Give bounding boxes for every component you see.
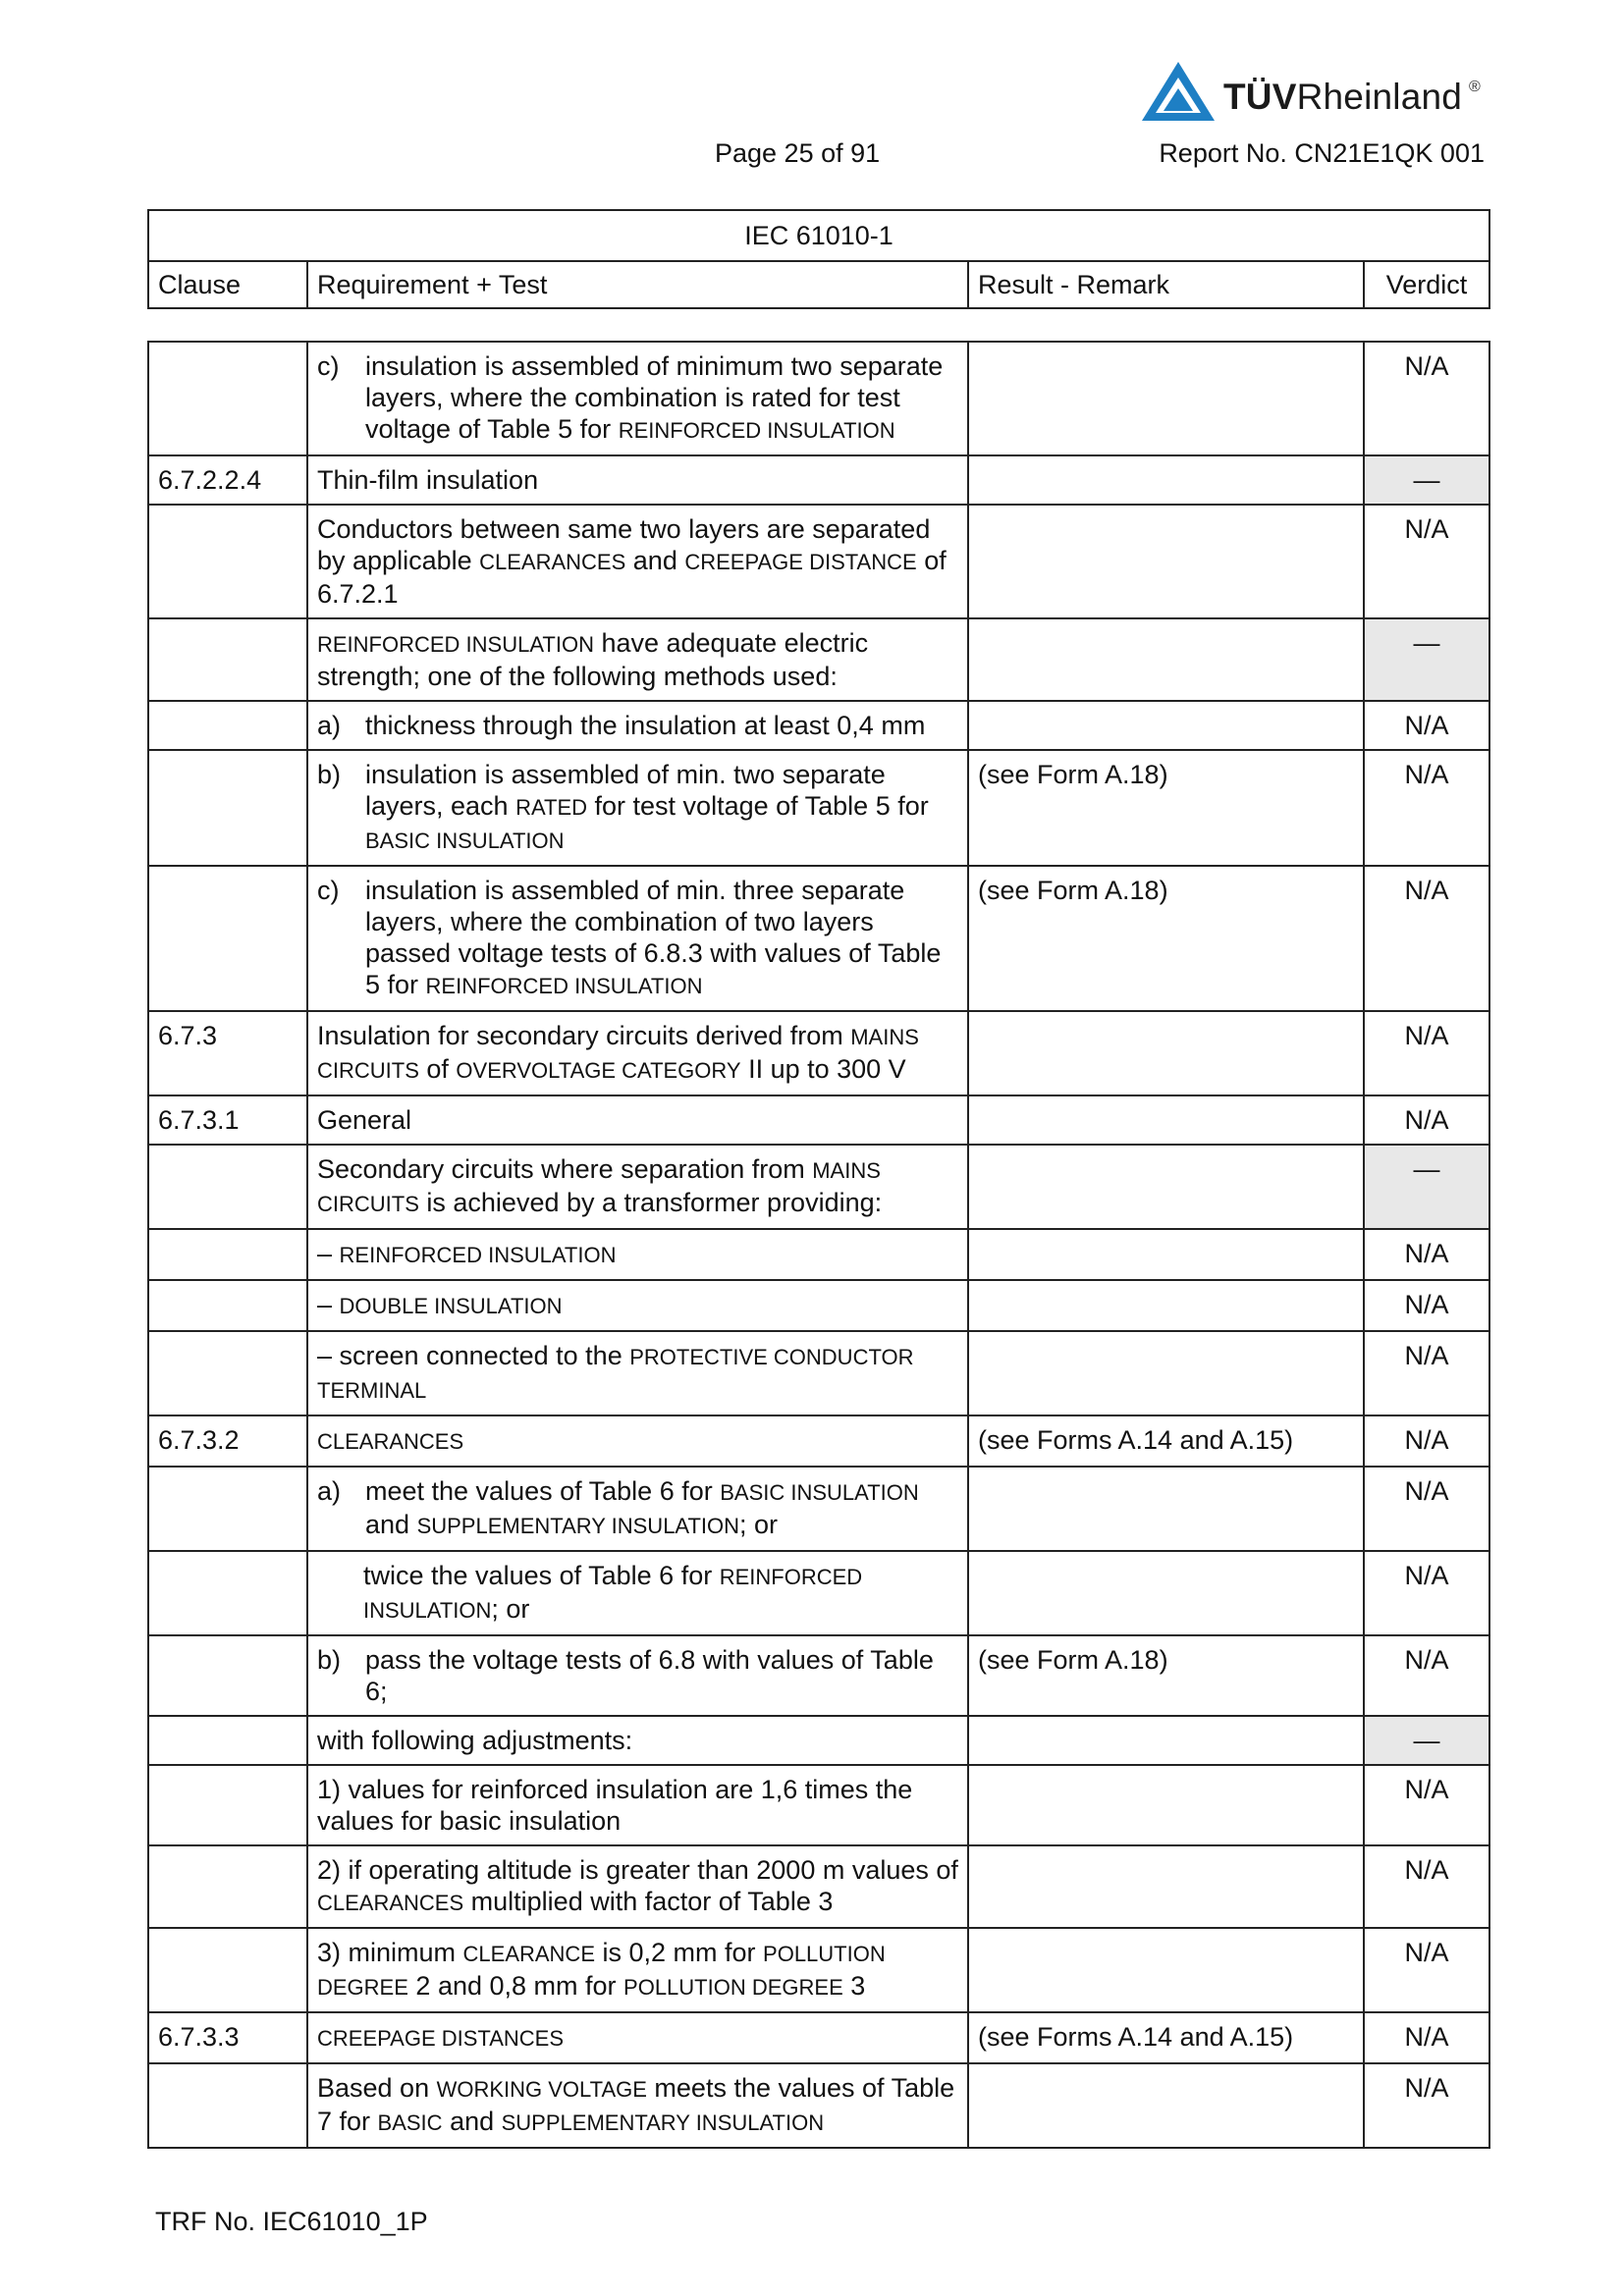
requirement-text: and: [442, 2107, 502, 2136]
result-cell: (see Form A.18): [968, 1635, 1364, 1716]
verdict-cell: N/A: [1364, 1011, 1489, 1095]
requirement-text: Conductors between same two layers are separated by applicable: [317, 514, 931, 575]
table-row: [148, 1415, 1489, 1467]
clause-cell: [148, 1765, 307, 1845]
requirement-text: insulation is assembled of min. two separate layers, each: [365, 760, 886, 821]
clause-cell: [148, 618, 307, 701]
verdict-cell: N/A: [1364, 701, 1489, 750]
standard-title: IEC 61010-1: [148, 210, 1489, 261]
requirement-text: 3) minimum: [317, 1938, 463, 1967]
table-row: [148, 618, 1489, 701]
requirement-text: multiplied with factor of Table 3: [463, 1887, 834, 1916]
table-row: [148, 2063, 1489, 2148]
requirement-text: – screen connected to the: [317, 1341, 630, 1370]
clause-cell: [148, 1331, 307, 1415]
requirement-cell: [307, 1095, 968, 1145]
table-row: [148, 342, 1489, 455]
registered-mark: ®: [1469, 79, 1481, 95]
defined-term: CLEARANCES: [479, 550, 626, 574]
verdict-cell: N/A: [1364, 1280, 1489, 1331]
result-cell: [968, 1145, 1364, 1229]
table-row: [148, 1467, 1489, 1551]
requirement-text: of 6.7.2.1: [317, 546, 947, 609]
clause-cell: 6.7.3: [148, 1011, 307, 1095]
verdict-cell: —: [1364, 455, 1489, 505]
requirement-text: 2) if operating altitude is greater than 2000 m values of: [317, 1855, 958, 1885]
requirement-cell: [307, 1716, 968, 1765]
defined-term: CLEARANCES: [317, 1891, 464, 1915]
table-row: [148, 1229, 1489, 1280]
defined-term: BASIC INSULATION: [720, 1480, 919, 1505]
clause-cell: [148, 1928, 307, 2012]
defined-term: REINFORCED INSULATION: [363, 1565, 863, 1623]
item-label: a): [317, 1476, 342, 1506]
table-row: [148, 1095, 1489, 1145]
requirement-text: 1) values for reinforced insulation are 1,6 times the values for basic insulation: [317, 1775, 913, 1836]
requirement-cell: [307, 618, 968, 701]
result-cell: [968, 1095, 1364, 1145]
result-cell: [968, 701, 1364, 750]
defined-term: DOUBLE INSULATION: [339, 1294, 563, 1318]
item-label: a): [317, 711, 342, 740]
triangle-logo-icon: [1139, 59, 1218, 124]
verdict-cell: N/A: [1364, 750, 1489, 866]
requirement-text: is achieved by a transformer providing:: [418, 1188, 883, 1217]
item-text: [365, 1644, 958, 1707]
requirement-text: Based on: [317, 2073, 437, 2103]
requirement-cell: [307, 1845, 968, 1928]
defined-term: REINFORCED INSULATION: [317, 632, 594, 657]
requirement-text: –: [317, 1290, 340, 1319]
requirement-text: and: [365, 1510, 417, 1539]
defined-term: REINFORCED INSULATION: [339, 1243, 617, 1267]
requirement-text: Insulation for secondary circuits derived from: [317, 1021, 851, 1050]
requirement-text: for test voltage of Table 5 for: [587, 791, 929, 821]
result-cell: [968, 1716, 1364, 1765]
table-row: [148, 1331, 1489, 1415]
verdict-cell: —: [1364, 1716, 1489, 1765]
requirement-text: of: [418, 1054, 457, 1084]
standard-header-table: [147, 209, 1490, 309]
col-header-requirement: Requirement + Test: [307, 261, 968, 308]
requirement-cell: [307, 750, 968, 866]
defined-term: MAINS CIRCUITS: [317, 1158, 881, 1216]
result-cell: (see Form A.18): [968, 866, 1364, 1011]
requirement-text: twice the values of Table 6 for: [363, 1561, 720, 1590]
col-header-verdict: Verdict: [1364, 261, 1489, 308]
requirement-text: Secondary circuits where separation from: [317, 1154, 813, 1184]
clause-cell: 6.7.3.1: [148, 1095, 307, 1145]
clause-cell: [148, 866, 307, 1011]
verdict-cell: N/A: [1364, 1635, 1489, 1716]
verdict-cell: N/A: [1364, 505, 1489, 618]
requirement-text: II up to 300 V: [740, 1054, 906, 1084]
requirement-text: pass the voltage tests of 6.8 with values of Table 6;: [365, 1645, 934, 1706]
result-cell: [968, 342, 1364, 455]
result-cell: [968, 1280, 1364, 1331]
clause-cell: [148, 1845, 307, 1928]
clause-cell: [148, 505, 307, 618]
verdict-cell: N/A: [1364, 1551, 1489, 1635]
defined-term: MAINS CIRCUITS: [317, 1025, 919, 1083]
item-text: [365, 350, 958, 447]
requirement-text: insulation is assembled of minimum two separate layers, where the combination is rated for test voltage of Table 5 for: [365, 351, 944, 444]
table-row: [148, 1145, 1489, 1229]
table-row: [148, 1011, 1489, 1095]
verdict-cell: —: [1364, 1145, 1489, 1229]
verdict-cell: —: [1364, 618, 1489, 701]
item-text: [365, 759, 958, 857]
table-row: [148, 1551, 1489, 1635]
clause-cell: [148, 1551, 307, 1635]
table-row: [148, 1765, 1489, 1845]
requirement-cell: [307, 1229, 968, 1280]
defined-term: CLEARANCE: [462, 1942, 595, 1966]
result-cell: [968, 2063, 1364, 2148]
defined-term: SUPPLEMENTARY INSULATION: [416, 1514, 740, 1538]
defined-term: RATED: [515, 795, 588, 820]
page-number: Page 25 of 91: [715, 138, 881, 168]
requirement-cell: [307, 1280, 968, 1331]
requirement-text: have adequate electric strength; one of the following methods used:: [317, 628, 869, 691]
requirement-cell: [307, 455, 968, 505]
col-header-result: Result - Remark: [968, 261, 1364, 308]
result-cell: (see Form A.18): [968, 750, 1364, 866]
verdict-cell: N/A: [1364, 866, 1489, 1011]
result-cell: [968, 1928, 1364, 2012]
result-cell: (see Forms A.14 and A.15): [968, 1415, 1364, 1467]
result-cell: [968, 1467, 1364, 1551]
clause-cell: [148, 1280, 307, 1331]
clause-cell: [148, 342, 307, 455]
requirement-cell: [307, 342, 968, 455]
requirement-text: 3: [842, 1971, 866, 2001]
table-row: [148, 701, 1489, 750]
requirement-cell: [307, 701, 968, 750]
clause-cell: [148, 1467, 307, 1551]
item-label: b): [317, 760, 342, 789]
clause-cell: 6.7.3.2: [148, 1415, 307, 1467]
defined-term: CREEPAGE DISTANCE: [684, 550, 917, 574]
verdict-cell: N/A: [1364, 1765, 1489, 1845]
table-row: [148, 750, 1489, 866]
table-row: [148, 1716, 1489, 1765]
verdict-cell: N/A: [1364, 1229, 1489, 1280]
clause-cell: [148, 1145, 307, 1229]
defined-term: PROTECTIVE CONDUCTOR TERMINAL: [317, 1345, 914, 1403]
item-label: c): [317, 876, 340, 905]
clause-cell: [148, 701, 307, 750]
clause-cell: [148, 2063, 307, 2148]
verdict-cell: N/A: [1364, 1845, 1489, 1928]
verdict-cell: N/A: [1364, 342, 1489, 455]
clause-cell: [148, 1229, 307, 1280]
clause-cell: 6.7.2.2.4: [148, 455, 307, 505]
clause-cell: [148, 1716, 307, 1765]
requirement-text: 2 and 0,8 mm for: [407, 1971, 624, 2001]
result-cell: (see Forms A.14 and A.15): [968, 2012, 1364, 2063]
defined-term: CLEARANCES: [317, 1429, 464, 1454]
defined-term: POLLUTION DEGREE: [623, 1975, 843, 2000]
requirement-cell: [307, 1415, 968, 1467]
requirement-text: –: [317, 1239, 340, 1268]
item-text: [365, 1475, 958, 1542]
table-row: [148, 505, 1489, 618]
result-cell: [968, 455, 1364, 505]
defined-term: REINFORCED INSULATION: [425, 974, 703, 998]
defined-term: BASIC INSULATION: [365, 828, 565, 853]
tuv-rheinland-logo: [1139, 59, 1492, 128]
result-cell: [968, 1551, 1364, 1635]
table-row: [148, 2012, 1489, 2063]
item-label: b): [317, 1645, 342, 1675]
item-text: [365, 710, 925, 741]
logo-tuv: TÜV: [1223, 77, 1297, 117]
requirement-cell: [307, 2063, 968, 2148]
verdict-cell: N/A: [1364, 1467, 1489, 1551]
table-row: [148, 1928, 1489, 2012]
requirement-text: General: [317, 1105, 412, 1135]
result-cell: [968, 618, 1364, 701]
verdict-cell: N/A: [1364, 2063, 1489, 2148]
defined-term: BASIC: [377, 2110, 443, 2135]
table-row: [148, 455, 1489, 505]
defined-term: CREEPAGE DISTANCES: [317, 2026, 565, 2051]
defined-term: POLLUTION DEGREE: [317, 1942, 886, 2000]
col-header-clause: Clause: [148, 261, 307, 308]
logo-rheinland: Rheinland: [1296, 77, 1463, 117]
requirement-text: meet the values of Table 6 for: [365, 1476, 721, 1506]
requirement-text: is 0,2 mm for: [595, 1938, 764, 1967]
defined-term: OVERVOLTAGE CATEGORY: [456, 1058, 741, 1083]
result-cell: [968, 1229, 1364, 1280]
requirement-cell: [307, 1765, 968, 1845]
verdict-cell: N/A: [1364, 1415, 1489, 1467]
requirement-cell: [307, 1635, 968, 1716]
clause-cell: 6.7.3.3: [148, 2012, 307, 2063]
item-text: [365, 875, 958, 1002]
verdict-cell: N/A: [1364, 1928, 1489, 2012]
requirement-cell: [307, 1467, 968, 1551]
requirement-cell: [307, 1331, 968, 1415]
requirement-text: insulation is assembled of min. three separate layers, where the combination of two layers passed voltage tests of 6.8.3 with values of Table 5 for: [365, 876, 942, 999]
defined-term: SUPPLEMENTARY INSULATION: [501, 2110, 825, 2135]
clause-cell: [148, 750, 307, 866]
indented-text: [317, 1560, 958, 1627]
item-label: c): [317, 351, 340, 381]
table-row: [148, 1635, 1489, 1716]
requirement-text: thickness through the insulation at least 0,4 mm: [365, 711, 926, 740]
trf-number: TRF No. IEC61010_1P: [155, 2207, 428, 2236]
requirement-text: meets the values of Table 7 for: [317, 2073, 955, 2136]
requirement-text: Thin-film insulation: [317, 465, 539, 495]
requirement-text: with following adjustments:: [317, 1726, 633, 1755]
table-row: [148, 866, 1489, 1011]
clause-cell: [148, 1635, 307, 1716]
requirements-table: [147, 341, 1490, 2149]
result-cell: [968, 1845, 1364, 1928]
defined-term: REINFORCED INSULATION: [618, 418, 895, 443]
defined-term: WORKING VOLTAGE: [436, 2077, 647, 2102]
verdict-cell: N/A: [1364, 1095, 1489, 1145]
requirement-text: ; or: [739, 1510, 779, 1539]
requirement-cell: [307, 2012, 968, 2063]
requirement-cell: [307, 1928, 968, 2012]
requirement-cell: [307, 505, 968, 618]
requirement-cell: [307, 1551, 968, 1635]
table-row: [148, 1280, 1489, 1331]
table-row: [148, 1845, 1489, 1928]
result-cell: [968, 1765, 1364, 1845]
report-number: Report No. CN21E1QK 001: [1159, 138, 1485, 168]
result-cell: [968, 505, 1364, 618]
requirement-cell: [307, 866, 968, 1011]
result-cell: [968, 1011, 1364, 1095]
logo-wordmark: [1223, 77, 1462, 118]
verdict-cell: N/A: [1364, 2012, 1489, 2063]
requirement-text: and: [625, 546, 685, 575]
verdict-cell: N/A: [1364, 1331, 1489, 1415]
requirement-cell: [307, 1011, 968, 1095]
result-cell: [968, 1331, 1364, 1415]
requirement-text: ; or: [491, 1594, 530, 1624]
requirement-cell: [307, 1145, 968, 1229]
